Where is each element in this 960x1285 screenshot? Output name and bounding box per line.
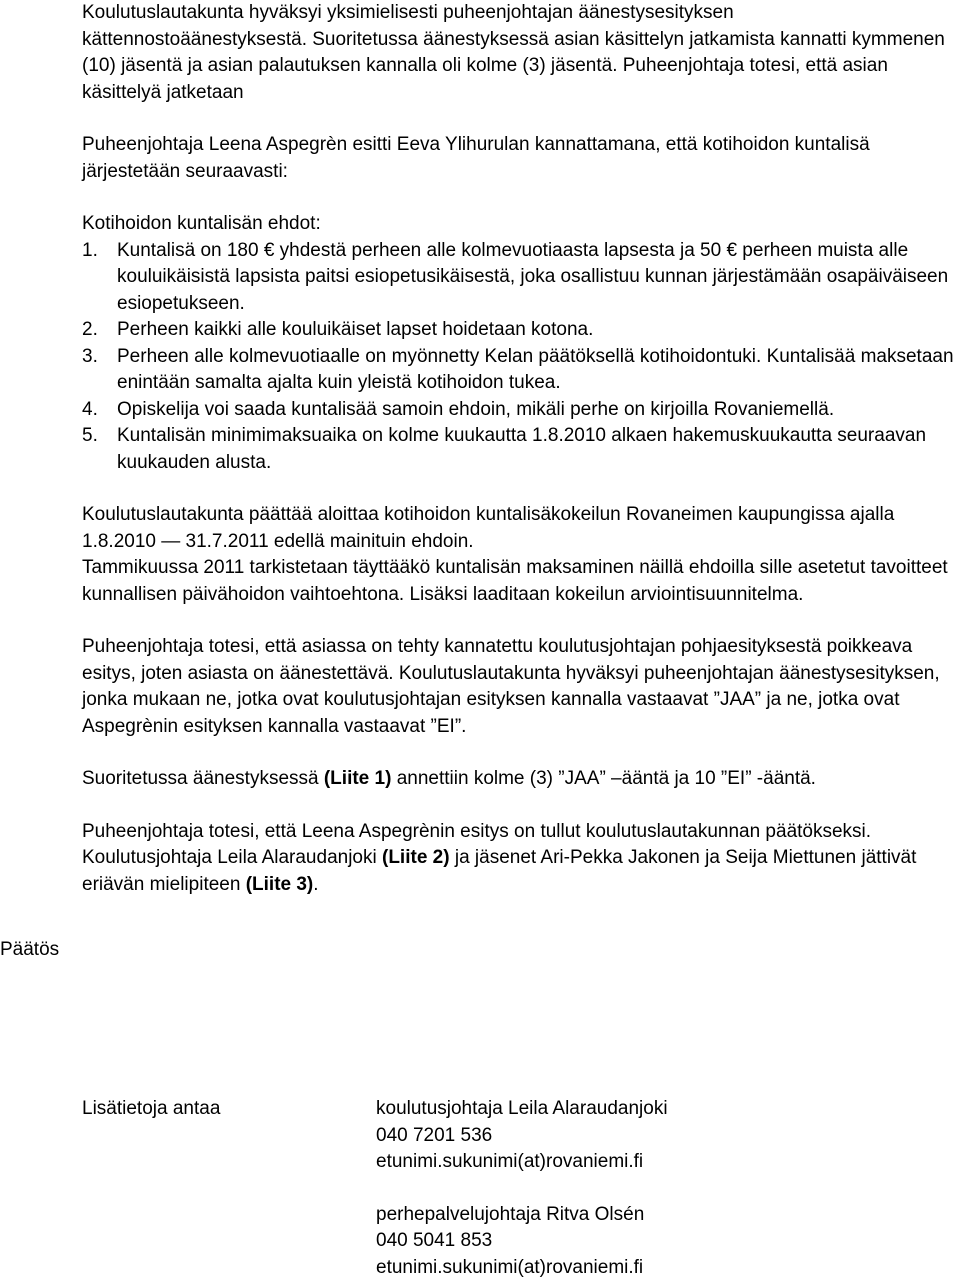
vote-result-paragraph: Suoritetussa äänestyksessä (Liite 1) annettiin kolme (3) ”JAA” –ääntä ja 10 ”EI” -ääntä. (82, 768, 816, 789)
contact-email: etunimi.sukunimi(at)rovaniemi.fi (376, 1256, 644, 1278)
list-item: 1. Kuntalisä on 180 € yhdestä perheen alle kolmevuotiaasta lapsesta ja 50 € perheen muista alle kouluikäisistä lapsista paitsi esiopetusikäisestä, joka osallistuu kunnan järjestämään osapäiväiseen esiopetukseen. (82, 239, 949, 314)
contact-phone: 040 5041 853 (376, 1230, 493, 1251)
list-item: 4. Opiskelija voi saada kuntalisää samoin ehdoin, mikäli perhe on kirjoilla Rovaniemellä. (82, 398, 835, 420)
contact-email: etunimi.sukunimi(at)rovaniemi.fi (376, 1151, 644, 1172)
list-item: 3. Perheen alle kolmevuotiaalle on myönnetty Kelan päätöksellä kotihoidontuki. Kuntalisää maksetaan enintään samalta ajalta kuin yleistä kotihoidon tukea. (82, 345, 954, 393)
list-item: 5. Kuntalisän minimimaksuaika on kolme kuukautta 1.8.2010 alkaen hakemuskuukautta seuraavan kuukauden alusta. (82, 425, 927, 473)
intro-paragraph: Koulutuslautakunta hyväksyi yksimielisesti puheenjohtajan äänestysesityksen kättennostoäänestyksestä. Suoritetussa äänestyksessä asian käsittelyn jatkamista kannatti kymmenen (10) jäsentä ja asian palautuksen kannalla oli kolme (3) jäsentä. Puheenjohtaja totesi, että asian käsittelyä jatketaan (82, 2, 945, 103)
contact-name: koulutusjohtaja Leila Alaraudanjoki (376, 1098, 668, 1119)
proposal-paragraph: Puheenjohtaja Leena Aspegrèn esitti Eeva Ylihurulan kannattamana, että kotihoidon kuntalisä järjestetään seuraavasti: (82, 134, 870, 182)
contact-phone: 040 7201 536 (376, 1124, 493, 1146)
list-item: 2. Perheen kaikki alle kouluikäiset lapset hoidetaan kotona. (82, 319, 594, 340)
contact-label: Lisätietoja antaa (82, 1098, 221, 1119)
conditions-list (82, 238, 954, 477)
contact-name: perhepalvelujohtaja Ritva Olsén (376, 1203, 645, 1225)
conditions-title: Kotihoidon kuntalisän ehdot: (82, 213, 321, 234)
decision-paragraph: Puheenjohtaja totesi, että Leena Aspegrènin esitys on tullut koulutuslautakunnan päätökseksi. Koulutusjohtaja Leila Alaraudanjoki (Liite 2) ja jäsenet Ari-Pekka Jakonen ja Seija Miettunen jättivät eriävän mielipiteen (Liite 3). (82, 820, 917, 895)
decision-trial-paragraph: Koulutuslautakunta päättää aloittaa kotihoidon kuntalisäkokeilun Rovaneimen kaupungissa ajalla 1.8.2010 — 31.7.2011 edellä mainituin ehdoin. (82, 504, 895, 552)
document-body (82, 0, 954, 898)
attachment-ref: (Liite 2) (382, 847, 450, 868)
decision-side-label: Päätös (0, 939, 60, 960)
vote-procedure-paragraph: Puheenjohtaja totesi, että asiassa on tehty kannatettu koulutusjohtajan pohjaesityksestä poikkeava esitys, joten asiasta on äänestettävä. Koulutuslautakunta hyväksyi puheenjohtajan äänestysesityksen, jonka mukaan ne, jotka ovat koulutusjohtajan esityksen kannalla vastaavat ”JAA” ja ne, jotka ovat Aspegrènin esityksen kannalla vastaavat ”EI”. (82, 636, 940, 737)
contact-block (376, 1096, 668, 1281)
attachment-ref: (Liite 3) (245, 873, 314, 895)
attachment-ref: (Liite 1) (323, 768, 392, 789)
review-paragraph: Tammikuussa 2011 tarkistetaan täyttääkö kuntalisän maksaminen näillä ehdoilla sille asetetut tavoitteet kunnallisen päivähoidon vaihtoehtona. Lisäksi laaditaan kokeilun arviointisuunnitelma. (82, 557, 948, 605)
